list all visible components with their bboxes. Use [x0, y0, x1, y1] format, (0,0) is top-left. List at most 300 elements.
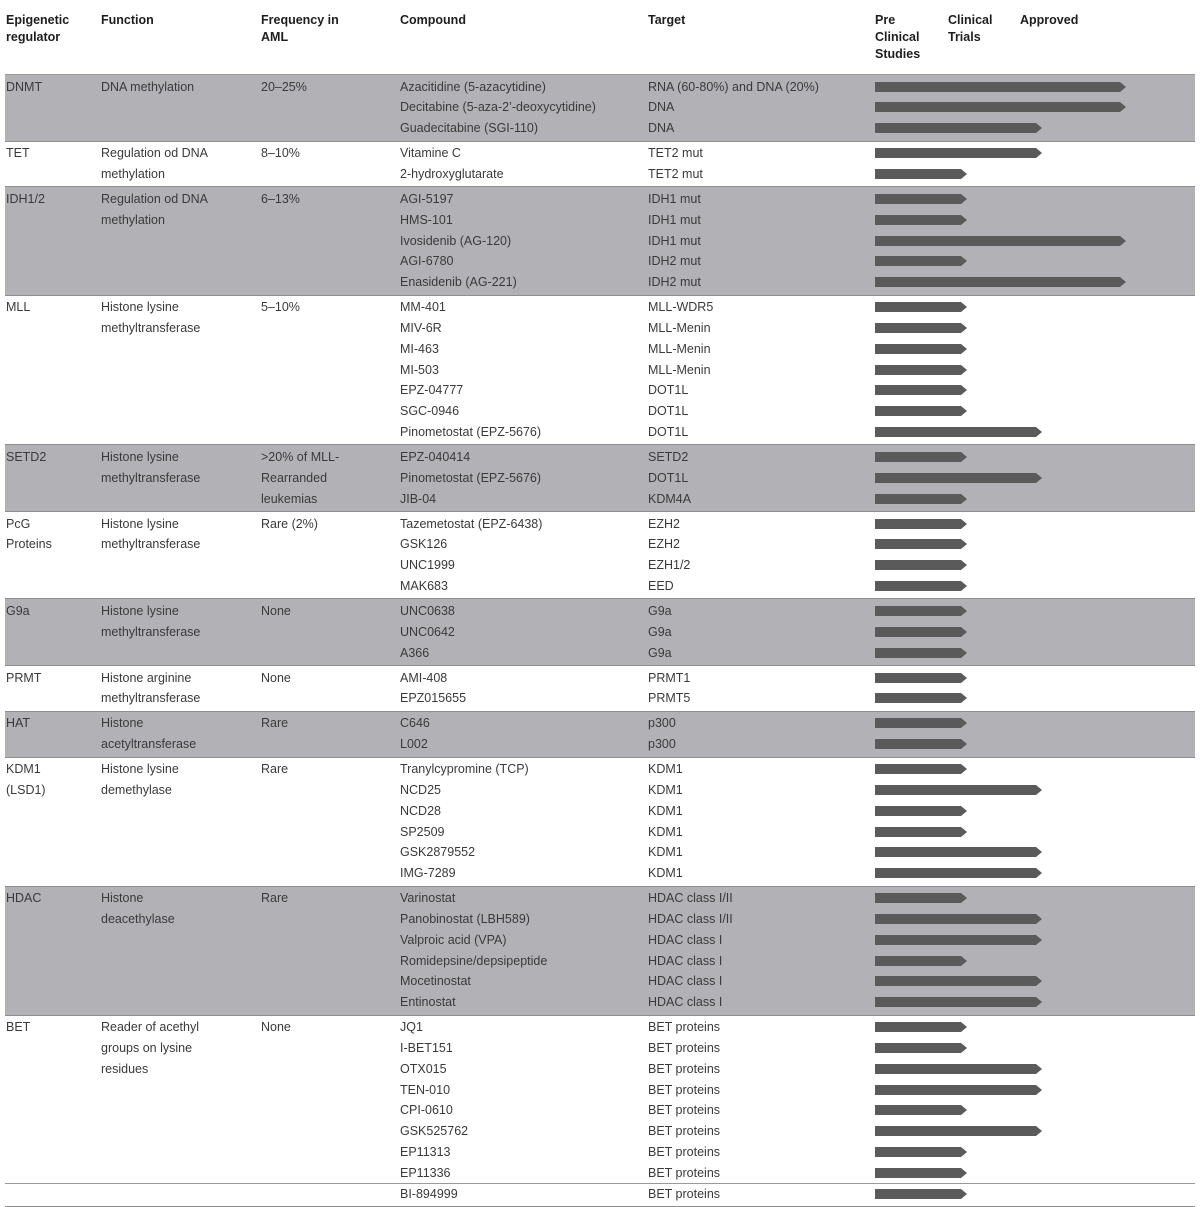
stage-bar-arrow	[875, 868, 1042, 878]
regulator-cell-line: HDAC	[6, 891, 42, 906]
stage-bar	[875, 519, 967, 529]
table-row	[5, 863, 1195, 884]
stage-bar	[875, 1085, 1042, 1095]
function-cell-line: methyltransferase	[101, 470, 201, 485]
stage-bar	[875, 1105, 967, 1115]
frequency-cell-line: >20% of MLL-	[261, 449, 340, 464]
frequency-cell-line: Rare (2%)	[261, 516, 318, 531]
compound-cell: EPZ-040414	[400, 449, 471, 464]
stage-bar	[875, 344, 967, 354]
compound-cell: EP11336	[400, 1165, 451, 1180]
stage-bar-arrow	[875, 785, 1042, 795]
table-group	[5, 758, 1195, 887]
compound-cell: Tranylcypromine (TCP)	[400, 762, 529, 777]
table-row	[5, 643, 1195, 664]
frequency-cell-line: 8–10%	[261, 146, 300, 161]
table-row	[5, 210, 1195, 231]
stage-bar-graphic	[875, 1126, 1042, 1136]
stage-bar-graphic	[875, 194, 967, 204]
stage-bar-graphic	[875, 976, 1042, 986]
table-row	[5, 297, 1195, 318]
target-cell: DOT1L	[648, 383, 689, 398]
compound-cell: UNC0638	[400, 603, 455, 618]
stage-bar-graphic	[875, 148, 1042, 158]
stage-bar-graphic	[875, 560, 967, 570]
stage-bar-arrow	[875, 581, 967, 591]
stage-bar-graphic	[875, 1085, 1042, 1095]
target-cell: KDM1	[648, 803, 683, 818]
stage-bar-arrow	[875, 494, 967, 504]
stage-bar-graphic	[875, 452, 967, 462]
table-row	[5, 971, 1195, 992]
compound-cell: 2-hydroxyglutarate	[400, 166, 504, 181]
compound-cell: GSK126	[400, 537, 448, 552]
compound-cell: SP2509	[400, 824, 445, 839]
function-cell-line: Histone lysine	[101, 516, 179, 531]
regulator-cell-line: (LSD1)	[6, 782, 46, 797]
target-cell: BET proteins	[648, 1061, 721, 1076]
compound-cell: EP11313	[400, 1144, 451, 1159]
stage-bar-graphic	[875, 997, 1042, 1007]
table-row	[5, 780, 1195, 801]
compound-cell: L002	[400, 737, 428, 752]
table-group	[5, 187, 1195, 295]
stage-bar-arrow	[875, 256, 967, 266]
table-group	[5, 1016, 1195, 1207]
compound-cell: Azacitidine (5-azacytidine)	[400, 79, 546, 94]
target-cell: p300	[648, 737, 676, 752]
stage-bar-arrow	[875, 997, 1042, 1007]
compound-cell: EPZ-04777	[400, 383, 464, 398]
target-cell: KDM1	[648, 762, 683, 777]
frequency-cell-line: 20–25%	[261, 79, 307, 94]
target-cell: BET proteins	[648, 1082, 721, 1097]
frequency-cell-line: None	[261, 670, 291, 685]
stage-bar-graphic	[875, 847, 1042, 857]
stage-bar	[875, 1147, 967, 1157]
stage-bar-arrow	[875, 1147, 967, 1157]
target-cell: MLL-Menin	[648, 320, 711, 335]
stage-bar-graphic	[875, 494, 967, 504]
table-row	[5, 401, 1195, 422]
compound-cell: UNC1999	[400, 558, 455, 573]
regulator-cell-line: HAT	[6, 716, 31, 731]
regulator-cell-line: PRMT	[6, 670, 42, 685]
table-row	[5, 318, 1195, 339]
table-group	[5, 887, 1195, 1016]
target-cell: KDM1	[648, 845, 683, 860]
stage-bar-arrow	[875, 344, 967, 354]
compound-cell: AGI-5197	[400, 191, 454, 206]
target-cell: HDAC class I/II	[648, 891, 733, 906]
table-row	[5, 992, 1195, 1013]
function-cell-line: methyltransferase	[101, 320, 201, 335]
regulator-cell-line: G9a	[6, 603, 30, 618]
table-row	[5, 688, 1195, 709]
target-cell: DOT1L	[648, 404, 689, 419]
target-cell: HDAC class I/II	[648, 911, 733, 926]
compound-cell: UNC0642	[400, 624, 455, 639]
stage-bar-arrow	[875, 847, 1042, 857]
compound-cell: MM-401	[400, 300, 446, 315]
table-row	[5, 1080, 1195, 1101]
function-cell-line: Reader of acethyl	[101, 1020, 199, 1035]
stage-bar	[875, 935, 1042, 945]
target-cell: MLL-Menin	[648, 362, 711, 377]
function-cell-line: methyltransferase	[101, 624, 201, 639]
stage-bar-graphic	[875, 739, 967, 749]
frequency-cell-line: Rare	[261, 891, 289, 906]
header-stage-line: Pre	[875, 13, 896, 27]
compound-cell: GSK2879552	[400, 845, 476, 860]
stage-bar	[875, 323, 967, 333]
table-row	[5, 801, 1195, 822]
stage-bar-arrow	[875, 893, 967, 903]
header-frequency-line: Frequency in	[261, 13, 339, 27]
stage-bar-arrow	[875, 627, 967, 637]
stage-bar-arrow	[875, 169, 967, 179]
compound-cell: Pinometostat (EPZ-5676)	[400, 470, 542, 485]
function-cell-line: acetyltransferase	[101, 737, 197, 752]
frequency-cell-line: Rare	[261, 716, 289, 731]
stage-bar-graphic	[875, 256, 967, 266]
header-target: Target	[648, 13, 686, 27]
frequency-cell-line: 6–13%	[261, 191, 300, 206]
table-row	[5, 1184, 1195, 1205]
compound-cell: Panobinostat (LBH589)	[400, 911, 530, 926]
regulator-cell-line: PcG	[6, 516, 31, 531]
regulator-cell-line: DNMT	[6, 79, 43, 94]
target-cell: G9a	[648, 603, 672, 618]
stage-bar	[875, 102, 1126, 112]
stage-bar	[875, 914, 1042, 924]
function-cell-line: Regulation od DNA	[101, 191, 209, 206]
stage-bar-arrow	[875, 1189, 967, 1199]
regulator-cell-line: KDM1	[6, 762, 41, 777]
compound-cell: JIB-04	[400, 491, 437, 506]
compound-cell: C646	[400, 716, 430, 731]
stage-bar	[875, 539, 967, 549]
table-row	[5, 1163, 1195, 1184]
stage-bar-graphic	[875, 427, 1042, 437]
stage-bar-arrow	[875, 323, 967, 333]
stage-bar	[875, 560, 967, 570]
target-cell: PRMT5	[648, 691, 691, 706]
stage-bar	[875, 256, 967, 266]
stage-bar	[875, 1168, 967, 1178]
target-cell: MLL-WDR5	[648, 300, 714, 315]
stage-bar-arrow	[875, 764, 967, 774]
compound-cell: OTX015	[400, 1061, 447, 1076]
stage-bar-graphic	[875, 1043, 967, 1053]
function-cell-line: Histone lysine	[101, 603, 179, 618]
stage-bar-arrow	[875, 406, 967, 416]
frequency-cell-line: leukemias	[261, 491, 318, 506]
compound-cell: Vitamine C	[400, 146, 461, 161]
compound-cell: TEN-010	[400, 1082, 451, 1097]
stage-bar-arrow	[875, 693, 967, 703]
function-cell-line: Regulation od DNA	[101, 146, 209, 161]
stage-bar	[875, 648, 967, 658]
stage-bar-graphic	[875, 302, 967, 312]
stage-bar-graphic	[875, 827, 967, 837]
stage-bar	[875, 764, 967, 774]
compound-cell: Entinostat	[400, 995, 456, 1010]
table-row	[5, 888, 1195, 909]
stage-bar-arrow	[875, 277, 1126, 287]
frequency-cell-line: 5–10%	[261, 300, 300, 315]
stage-bar	[875, 82, 1126, 92]
stage-bar	[875, 452, 967, 462]
table-row	[5, 380, 1195, 401]
target-cell: KDM1	[648, 782, 683, 797]
target-cell: KDM1	[648, 824, 683, 839]
stage-bar-arrow	[875, 194, 967, 204]
header-stage-clinical	[948, 12, 992, 46]
stage-bar	[875, 1126, 1042, 1136]
compound-cell: MI-463	[400, 341, 439, 356]
function-cell-line: residues	[101, 1061, 149, 1076]
stage-bar-graphic	[875, 581, 967, 591]
stage-bar	[875, 1043, 967, 1053]
stage-bar-graphic	[875, 323, 967, 333]
target-cell: G9a	[648, 645, 672, 660]
stage-bar	[875, 976, 1042, 986]
stage-bar-graphic	[875, 606, 967, 616]
function-cell-line: demethylase	[101, 782, 172, 797]
stage-bar-graphic	[875, 673, 967, 683]
stage-bar	[875, 581, 967, 591]
stage-bar-graphic	[875, 82, 1126, 92]
table-row	[5, 734, 1195, 755]
stage-bar-arrow	[875, 1043, 967, 1053]
compound-cell: SGC-0946	[400, 404, 460, 419]
stage-bar-graphic	[875, 1168, 967, 1178]
stage-bar-graphic	[875, 236, 1126, 246]
compound-cell: Guadecitabine (SGI-110)	[400, 121, 539, 136]
table-group	[5, 599, 1195, 666]
stage-bar-graphic	[875, 365, 967, 375]
regulator-cell-line: IDH1/2	[6, 191, 45, 206]
table-row	[5, 668, 1195, 689]
header-compound: Compound	[400, 13, 466, 27]
stage-bar-arrow	[875, 1064, 1042, 1074]
stage-bar-arrow	[875, 452, 967, 462]
frequency-cell-line: Rare	[261, 762, 289, 777]
stage-bar-graphic	[875, 1189, 967, 1199]
target-cell: IDH2 mut	[648, 275, 701, 290]
table-group	[5, 75, 1195, 142]
table-row	[5, 422, 1195, 443]
stage-bar-arrow	[875, 1168, 967, 1178]
table-row	[5, 514, 1195, 535]
table-row	[5, 1017, 1195, 1038]
stage-bar	[875, 868, 1042, 878]
stage-bar-arrow	[875, 718, 967, 728]
stage-bar	[875, 148, 1042, 158]
compound-cell: Decitabine (5-aza-2’-deoxycytidine)	[400, 100, 596, 115]
header-stage-preclinical	[875, 12, 920, 63]
stage-bar-graphic	[875, 806, 967, 816]
compound-cell: Pinometostat (EPZ-5676)	[400, 424, 542, 439]
target-cell: DNA	[648, 100, 675, 115]
function-cell-line: Histone lysine	[101, 762, 179, 777]
function-cell-line: Histone	[101, 891, 144, 906]
target-cell: HDAC class I	[648, 932, 723, 947]
stage-bar	[875, 473, 1042, 483]
target-cell: G9a	[648, 624, 672, 639]
stage-bar	[875, 236, 1126, 246]
stage-bar	[875, 606, 967, 616]
target-cell: BET proteins	[648, 1186, 721, 1201]
stage-bar	[875, 693, 967, 703]
table-row	[5, 842, 1195, 863]
table-row	[5, 534, 1195, 555]
target-cell: EED	[648, 579, 674, 593]
header-function: Function	[101, 13, 154, 27]
stage-bar-arrow	[875, 236, 1126, 246]
stage-bar-arrow	[875, 739, 967, 749]
compound-cell: Ivosidenib (AG-120)	[400, 233, 512, 248]
stage-bar-graphic	[875, 785, 1042, 795]
header-frequency	[261, 12, 339, 46]
function-cell-line: Histone arginine	[101, 670, 192, 685]
table-row	[5, 759, 1195, 780]
function-cell-line: DNA methylation	[101, 79, 195, 94]
stage-bar	[875, 956, 967, 966]
table-row	[5, 77, 1195, 98]
header-regulator-line: regulator	[6, 30, 61, 44]
compound-cell: HMS-101	[400, 212, 453, 227]
compound-cell: GSK525762	[400, 1124, 469, 1139]
table-row	[5, 143, 1195, 164]
table-row	[5, 231, 1195, 252]
target-cell: MLL-Menin	[648, 341, 711, 356]
table-row	[5, 1038, 1195, 1059]
stage-bar	[875, 427, 1042, 437]
compound-cell: Mocetinostat	[400, 974, 471, 989]
stage-bar-graphic	[875, 539, 967, 549]
table-row	[5, 576, 1195, 597]
stage-bar	[875, 215, 967, 225]
target-cell: DOT1L	[648, 470, 689, 485]
stage-bar-arrow	[875, 806, 967, 816]
target-cell: EZH1/2	[648, 558, 691, 573]
stage-bar-graphic	[875, 935, 1042, 945]
header-stage-line: Trials	[948, 30, 981, 44]
function-cell-line: methylation	[101, 166, 165, 181]
target-cell: SETD2	[648, 449, 689, 464]
table-row	[5, 713, 1195, 734]
stage-bar-arrow	[875, 1085, 1042, 1095]
table-row	[5, 622, 1195, 643]
stage-bar-graphic	[875, 473, 1042, 483]
stage-bar-arrow	[875, 102, 1126, 112]
stage-bar-graphic	[875, 1147, 967, 1157]
stage-bar-arrow	[875, 1022, 967, 1032]
stage-bar	[875, 169, 967, 179]
target-cell: EZH2	[648, 516, 680, 531]
target-cell: BET proteins	[648, 1040, 721, 1055]
stage-bar-arrow	[875, 956, 967, 966]
stage-bar-graphic	[875, 215, 967, 225]
header-stage-line: Clinical	[875, 30, 920, 44]
stage-bar	[875, 123, 1042, 133]
compound-cell: EPZ015655	[400, 691, 467, 706]
stage-bar	[875, 1189, 967, 1199]
table-row	[5, 189, 1195, 210]
function-cell-line: groups on lysine	[101, 1040, 193, 1055]
stage-bar	[875, 718, 967, 728]
compound-cell: MAK683	[400, 579, 448, 593]
stage-bar-arrow	[875, 560, 967, 570]
target-cell: IDH1 mut	[648, 191, 701, 206]
stage-bar	[875, 406, 967, 416]
stage-bar	[875, 847, 1042, 857]
stage-bar	[875, 627, 967, 637]
stage-bar-graphic	[875, 385, 967, 395]
stage-bar-arrow	[875, 427, 1042, 437]
target-cell: RNA (60-80%) and DNA (20%)	[648, 79, 819, 94]
stage-bar-arrow	[875, 82, 1126, 92]
target-cell: PRMT1	[648, 670, 691, 685]
table-row	[5, 909, 1195, 930]
stage-bar-graphic	[875, 406, 967, 416]
table-row	[5, 360, 1195, 381]
table-group	[5, 712, 1195, 758]
function-cell-line: methylation	[101, 212, 165, 227]
function-cell-line: Histone lysine	[101, 449, 179, 464]
compound-cell: JQ1	[400, 1020, 423, 1035]
target-cell: TET2 mut	[648, 166, 703, 181]
table-row	[5, 447, 1195, 468]
stage-bar-graphic	[875, 1105, 967, 1115]
stage-bar-graphic	[875, 1022, 967, 1032]
compound-cell: MI-503	[400, 362, 439, 377]
stage-bar-graphic	[875, 893, 967, 903]
compound-cell: AGI-6780	[400, 254, 454, 269]
table-row	[5, 272, 1195, 293]
compound-cell: MIV-6R	[400, 320, 442, 335]
function-cell-line: Histone lysine	[101, 300, 179, 315]
stage-bar-arrow	[875, 519, 967, 529]
table-row	[5, 339, 1195, 360]
stage-bar-graphic	[875, 277, 1126, 287]
table-row	[5, 97, 1195, 118]
stage-bar-graphic	[875, 169, 967, 179]
target-cell: IDH1 mut	[648, 212, 701, 227]
compound-cell: Enasidenib (AG-221)	[400, 275, 517, 290]
stage-bar-graphic	[875, 519, 967, 529]
header-stage-line: Approved	[1020, 13, 1079, 27]
stage-bar-graphic	[875, 344, 967, 354]
table-row	[5, 822, 1195, 843]
target-cell: EZH2	[648, 537, 680, 552]
stage-bar	[875, 739, 967, 749]
stage-bar-arrow	[875, 123, 1042, 133]
table-row	[5, 164, 1195, 185]
regulator-cell-line: MLL	[6, 300, 31, 315]
stage-bar	[875, 277, 1126, 287]
header-regulator	[6, 12, 69, 46]
stage-bar	[875, 494, 967, 504]
stage-bar	[875, 785, 1042, 795]
function-cell-line: methyltransferase	[101, 537, 201, 552]
stage-bar-graphic	[875, 123, 1042, 133]
table-row	[5, 1142, 1195, 1163]
stage-bar-graphic	[875, 718, 967, 728]
table-row	[5, 930, 1195, 951]
